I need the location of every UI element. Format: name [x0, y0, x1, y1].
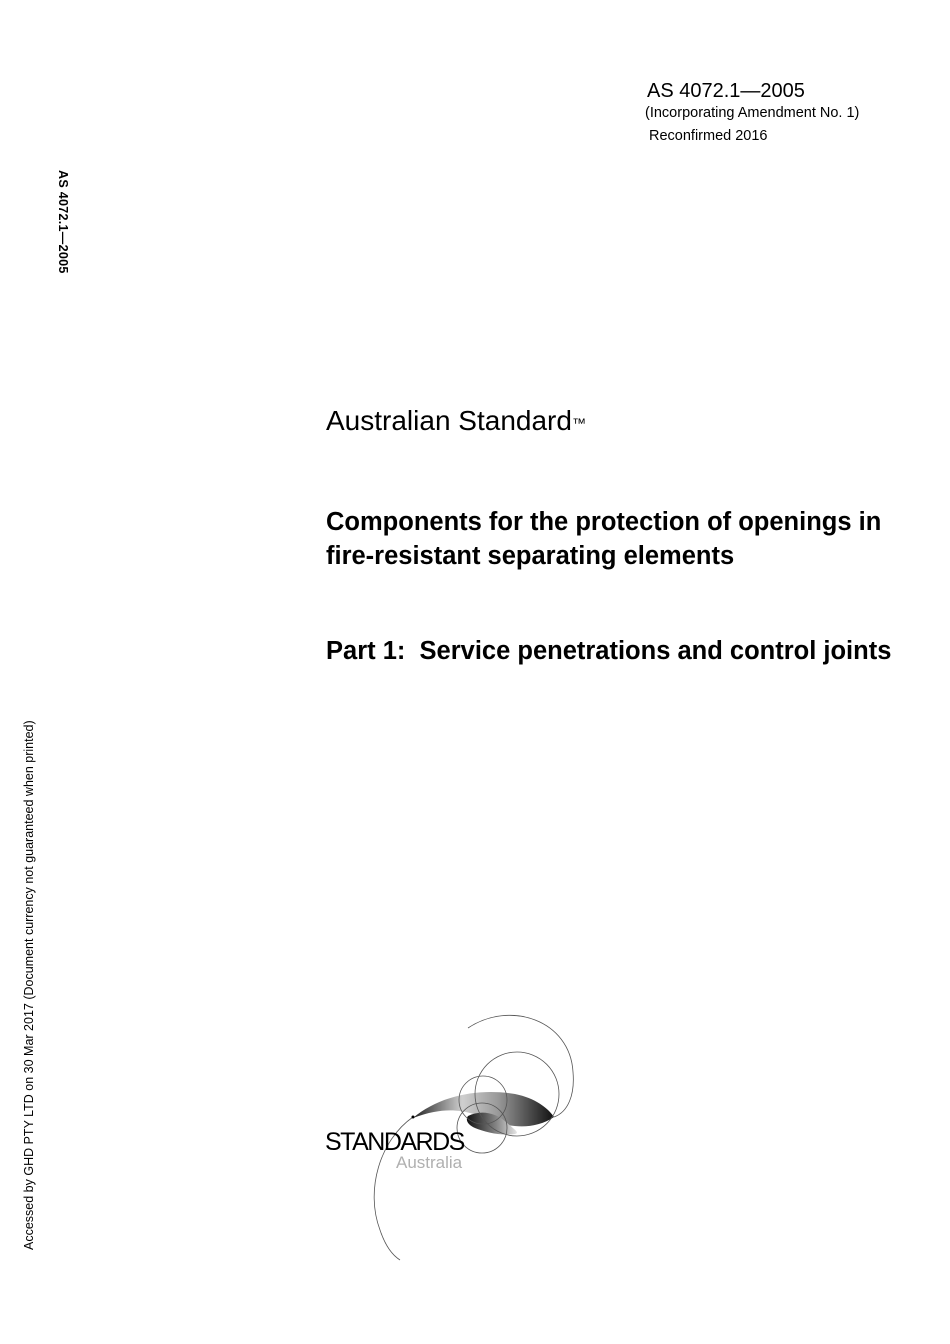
reconfirmed-note: Reconfirmed 2016: [649, 128, 768, 144]
logo-wordmark: STANDARDS: [325, 1128, 464, 1156]
part-title: Part 1: Service penetrations and control joints: [326, 637, 892, 665]
access-notice: Accessed by GHD PTY LTD on 30 Mar 2017 (Document currency not guaranteed when printed): [22, 720, 36, 1250]
document-title: Components for the protection of openings in fire-resistant separating elements: [326, 508, 882, 570]
series-label: [326, 404, 586, 438]
standard-code: AS 4072.1—2005: [647, 80, 805, 102]
side-standard-code: AS 4072.1—2005: [56, 170, 70, 274]
series-label-text: Australian Standard: [326, 405, 572, 436]
logo-subtext: Australia: [396, 1153, 463, 1172]
trademark-symbol: ™: [571, 415, 586, 431]
amendment-note: (Incorporating Amendment No. 1): [645, 105, 860, 121]
standards-australia-logo: [310, 1000, 590, 1270]
logo-graphic-icon: [310, 1000, 590, 1270]
